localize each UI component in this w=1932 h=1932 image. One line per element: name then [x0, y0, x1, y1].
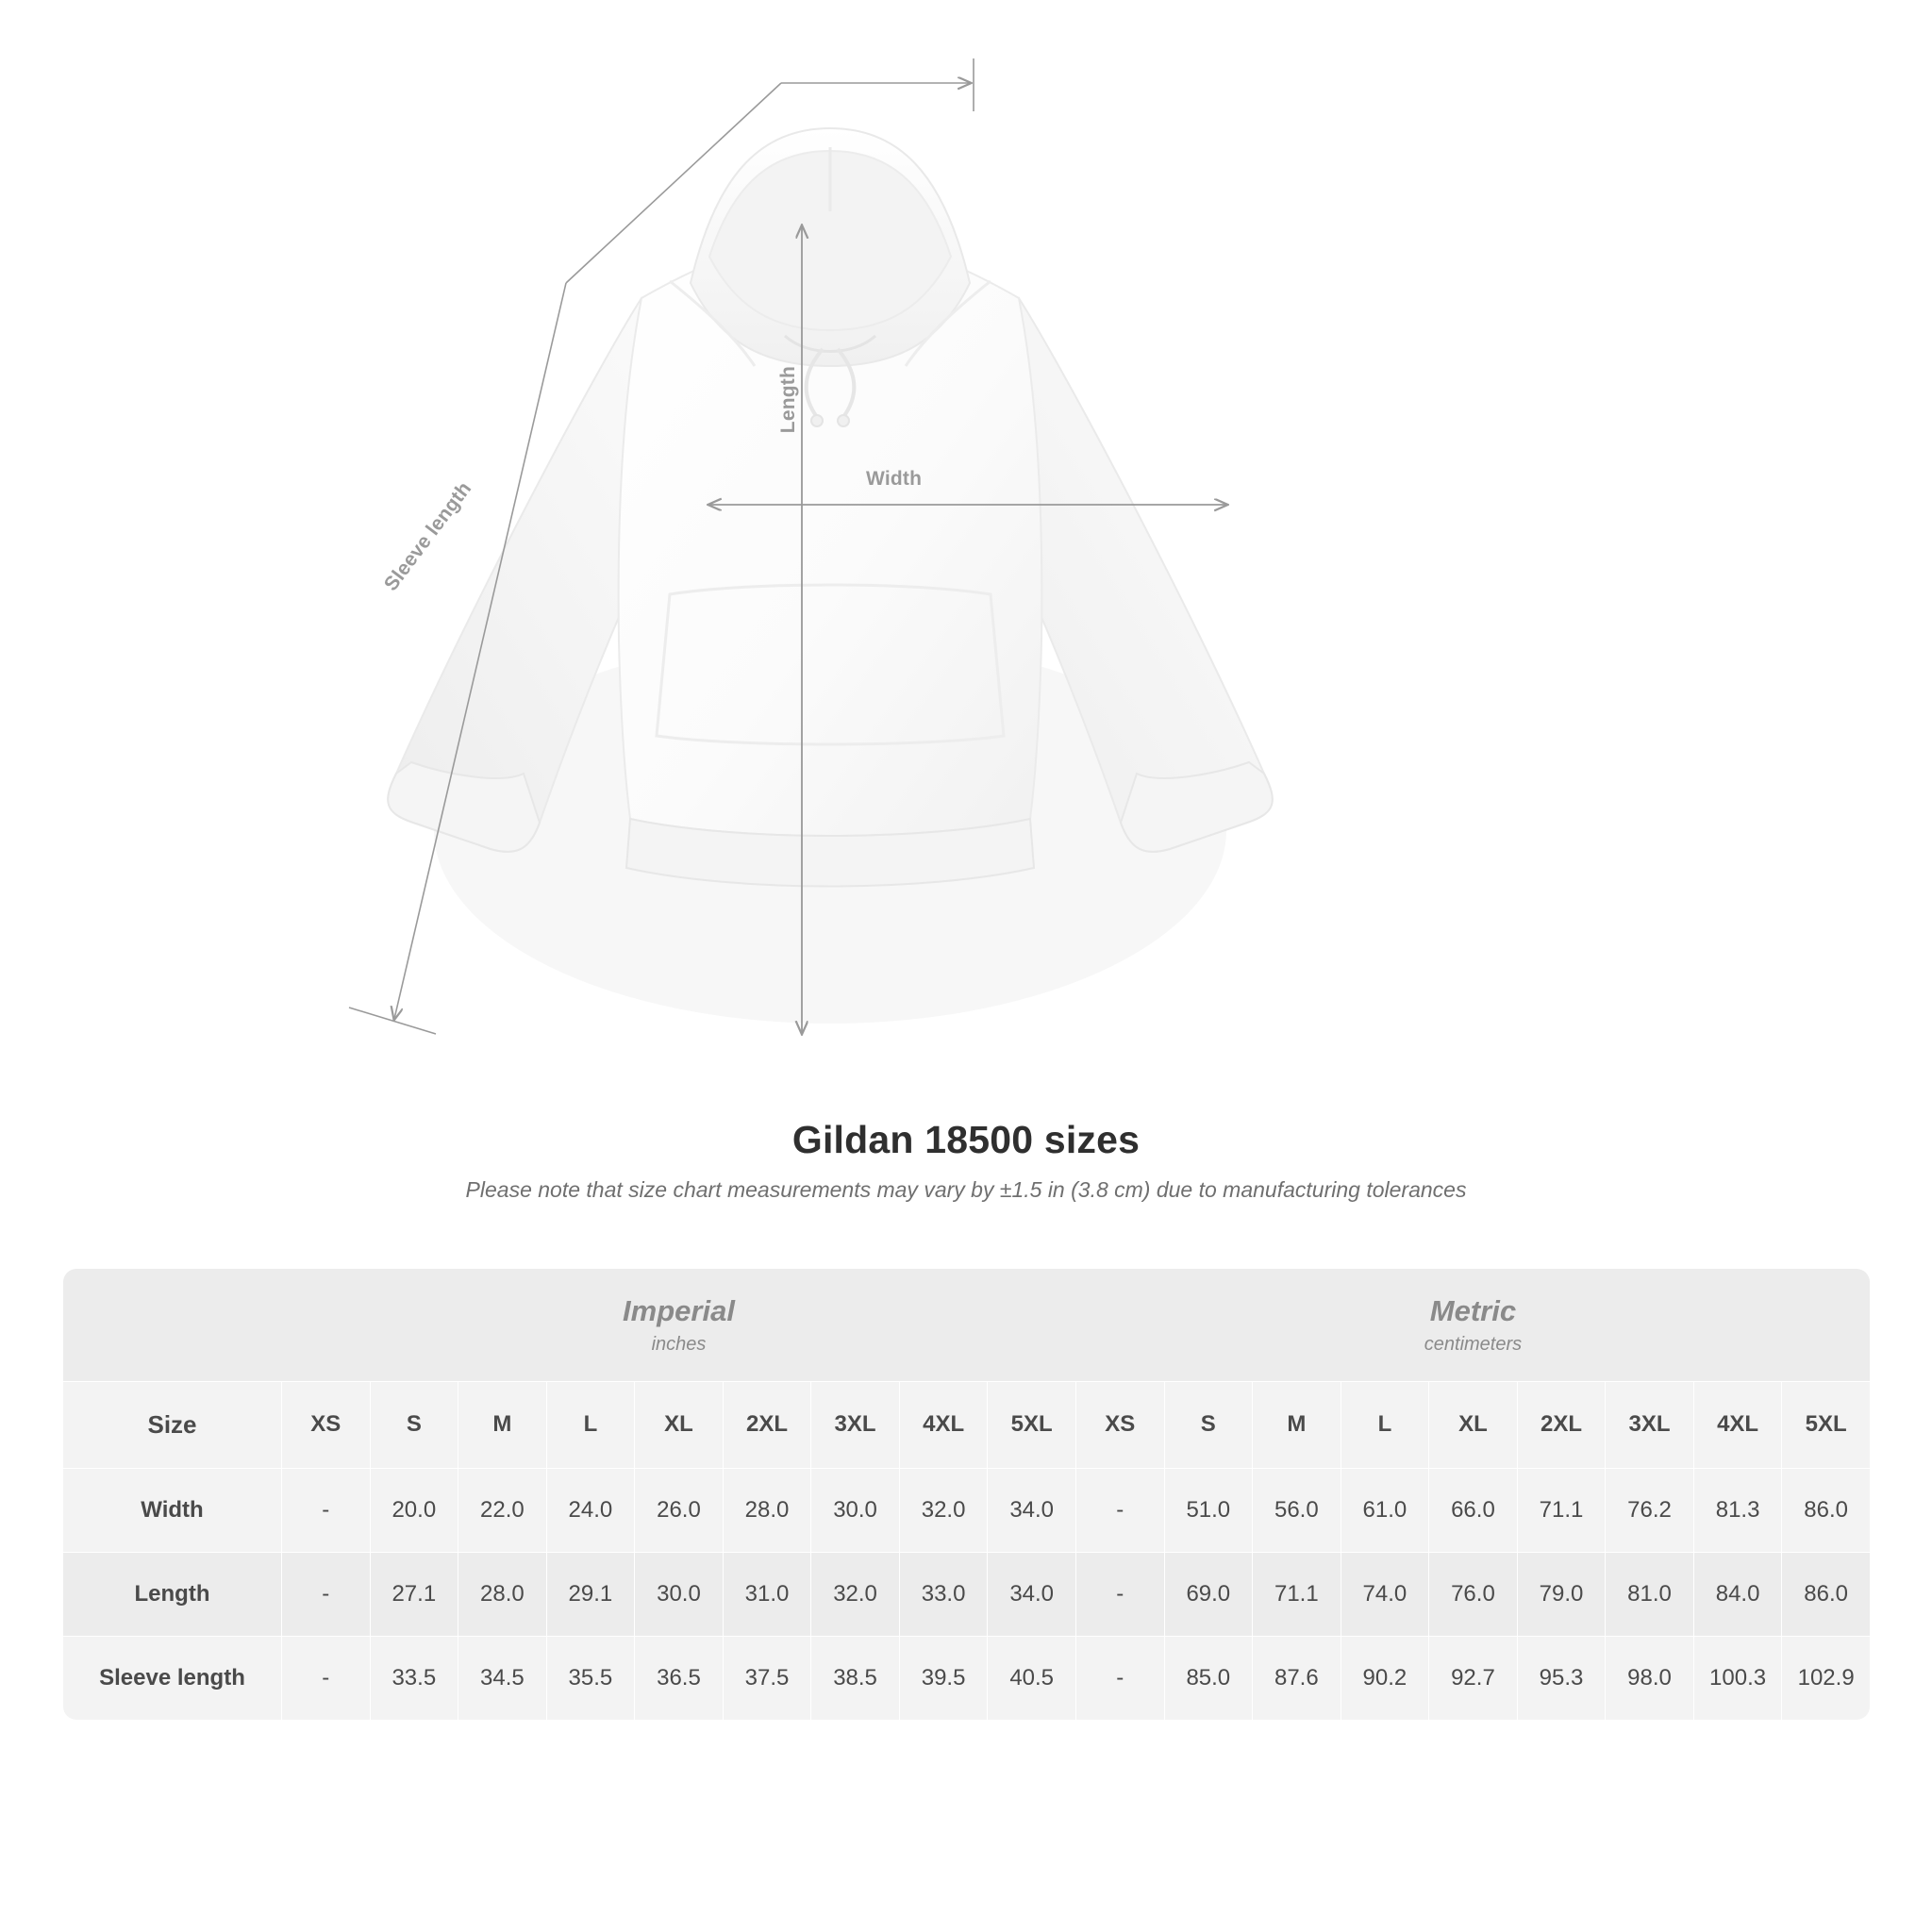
measurement-cell: - [282, 1468, 371, 1552]
measurement-cell: 32.0 [811, 1552, 900, 1636]
measurement-cell: 85.0 [1164, 1636, 1253, 1720]
unit-imperial-cell [282, 1269, 1076, 1381]
measurement-cell: 37.5 [723, 1636, 811, 1720]
measurement-row-label: Width [63, 1468, 282, 1552]
unit-metric-cell [1075, 1269, 1870, 1381]
measurement-cell: 40.5 [988, 1636, 1076, 1720]
measurement-row-label: Sleeve length [63, 1636, 282, 1720]
size-column-header: 3XL [811, 1381, 900, 1468]
size-column-header: 4XL [899, 1381, 988, 1468]
size-column-header: M [1253, 1381, 1341, 1468]
measurement-cell: 69.0 [1164, 1552, 1253, 1636]
size-column-header: S [1164, 1381, 1253, 1468]
measurement-cell: 30.0 [811, 1468, 900, 1552]
measurement-cell: 95.3 [1517, 1636, 1606, 1720]
measurement-cell: 56.0 [1253, 1468, 1341, 1552]
measurement-cell: 71.1 [1517, 1468, 1606, 1552]
size-column-header: 3XL [1606, 1381, 1694, 1468]
unit-metric-sub: centimeters [1424, 1333, 1523, 1355]
measurement-cell: 22.0 [458, 1468, 547, 1552]
unit-imperial-name: Imperial [623, 1294, 735, 1327]
measurement-cell: 102.9 [1782, 1636, 1871, 1720]
measurement-cell: 27.1 [370, 1552, 458, 1636]
measurement-cell: 39.5 [899, 1636, 988, 1720]
measurement-cell: 26.0 [635, 1468, 724, 1552]
size-header-row [63, 1381, 1871, 1468]
size-table-body [63, 1468, 1871, 1720]
measurement-cell: 20.0 [370, 1468, 458, 1552]
size-column-header: 2XL [723, 1381, 811, 1468]
measurement-cell: 33.5 [370, 1636, 458, 1720]
measurement-cell: 28.0 [458, 1552, 547, 1636]
measurement-cell: - [282, 1636, 371, 1720]
measurement-cell: - [282, 1552, 371, 1636]
measurement-cell: 87.6 [1253, 1636, 1341, 1720]
measurement-cell: 36.5 [635, 1636, 724, 1720]
measurement-cell: 76.2 [1606, 1468, 1694, 1552]
measurement-cell: 29.1 [546, 1552, 635, 1636]
size-header-label: Size [63, 1381, 282, 1468]
measurement-row-label: Length [63, 1552, 282, 1636]
width-dimension-label: Width [866, 468, 923, 490]
measurement-cell: - [1075, 1468, 1164, 1552]
measurement-cell: 34.5 [458, 1636, 547, 1720]
measurement-cell: 86.0 [1782, 1552, 1871, 1636]
measurement-cell: 81.0 [1606, 1552, 1694, 1636]
measurement-cell: 76.0 [1429, 1552, 1518, 1636]
measurement-cell: 32.0 [899, 1468, 988, 1552]
measurement-cell: 71.1 [1253, 1552, 1341, 1636]
table-row [63, 1468, 1871, 1552]
size-column-header: XS [1075, 1381, 1164, 1468]
measurement-cell: 30.0 [635, 1552, 724, 1636]
measurement-cell: 84.0 [1693, 1552, 1782, 1636]
title-block [0, 1118, 1932, 1203]
measurement-cell: 92.7 [1429, 1636, 1518, 1720]
size-table-wrapper [62, 1269, 1870, 1721]
tolerance-note: Please note that size chart measurements may vary by ±1.5 in (3.8 cm) due to manufacturing tolerances [465, 1177, 1467, 1202]
table-row [63, 1636, 1871, 1720]
measurement-cell: 100.3 [1693, 1636, 1782, 1720]
measurement-cell: 61.0 [1341, 1468, 1429, 1552]
unit-imperial-sub: inches [651, 1333, 707, 1355]
measurement-cell: 81.3 [1693, 1468, 1782, 1552]
size-column-header: XL [1429, 1381, 1518, 1468]
unit-metric-name: Metric [1429, 1294, 1517, 1327]
size-column-header: 2XL [1517, 1381, 1606, 1468]
size-column-header: 5XL [1782, 1381, 1871, 1468]
size-column-header: 4XL [1693, 1381, 1782, 1468]
measurement-cell: 98.0 [1606, 1636, 1694, 1720]
length-dimension-label: Length [777, 366, 799, 434]
measurement-cell: - [1075, 1552, 1164, 1636]
unit-spacer-cell [63, 1269, 282, 1381]
measurement-cell: 79.0 [1517, 1552, 1606, 1636]
measurement-cell: 38.5 [811, 1636, 900, 1720]
measurement-cell: 35.5 [546, 1636, 635, 1720]
measurement-cell: 24.0 [546, 1468, 635, 1552]
measurement-cell: 74.0 [1341, 1552, 1429, 1636]
size-column-header: L [546, 1381, 635, 1468]
size-column-header: S [370, 1381, 458, 1468]
measurement-cell: 90.2 [1341, 1636, 1429, 1720]
measurement-cell: 28.0 [723, 1468, 811, 1552]
sleeve-length-dimension-label: Sleeve length [379, 477, 476, 595]
measurement-cell: 31.0 [723, 1552, 811, 1636]
size-column-header: XS [282, 1381, 371, 1468]
measurement-cell: 34.0 [988, 1468, 1076, 1552]
measurement-cell: 86.0 [1782, 1468, 1871, 1552]
size-column-header: L [1341, 1381, 1429, 1468]
size-column-header: 5XL [988, 1381, 1076, 1468]
measurement-cell: 33.0 [899, 1552, 988, 1636]
size-column-header: M [458, 1381, 547, 1468]
measurement-cell: - [1075, 1636, 1164, 1720]
page-title: Gildan 18500 sizes [791, 1118, 1141, 1161]
measurement-cell: 34.0 [988, 1552, 1076, 1636]
size-column-header: XL [635, 1381, 724, 1468]
measurement-cell: 66.0 [1429, 1468, 1518, 1552]
unit-header-row [63, 1269, 1871, 1381]
measurement-cell: 51.0 [1164, 1468, 1253, 1552]
size-table [62, 1269, 1871, 1721]
table-row [63, 1552, 1871, 1636]
